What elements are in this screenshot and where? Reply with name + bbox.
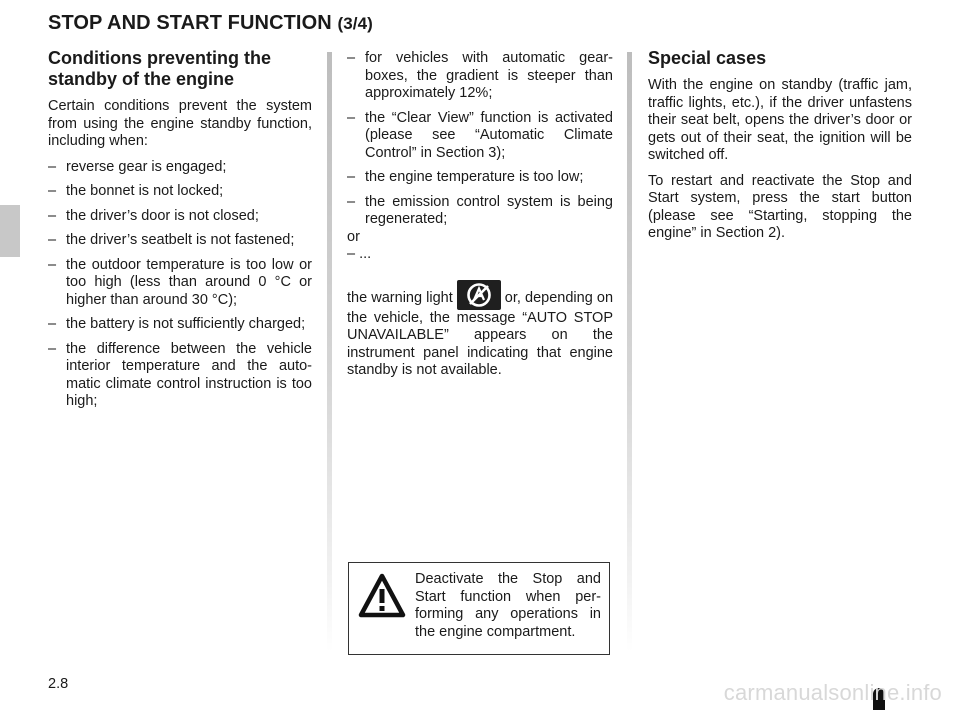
- list-item: – the engine temperature is too low;: [347, 169, 613, 187]
- auto-stop-unavailable-icon: [457, 280, 501, 310]
- list-item: – the driver’s door is not closed;: [48, 208, 312, 226]
- column-divider-2: [627, 52, 632, 652]
- conditions-heading: Conditions preventing the standby of the engine: [48, 48, 271, 89]
- page-title-text: STOP AND START FUNCTION: [48, 12, 332, 34]
- list-item: – the outdoor temperature is too low or too high (less than around 0 °C or higher than around 30 °C);: [48, 257, 312, 310]
- warning-light-text-after: or, depending on the vehicle, the message “AUTO STOP UNAVAILABLE” appears on the instrument panel indicating that engine standby is not available.: [347, 289, 614, 378]
- warning-light-text-before: the warning light: [347, 289, 453, 306]
- column-conditions: [48, 48, 312, 418]
- list-item: – the bonnet is not locked;: [48, 183, 312, 201]
- column-conditions-continued: [347, 50, 613, 388]
- special-cases-paragraph: To restart and reactivate the Stop and Start system, press the start button (please see “Starting, stopping the engine” in Section 2).: [648, 172, 912, 241]
- column-special-cases: [648, 48, 912, 251]
- watermark: carmanualsonline.info: [723, 680, 942, 705]
- warning-box: [348, 562, 610, 655]
- list-item: – the difference between the vehicle interior temperature and the auto-matic climate control instruction is too high;: [48, 341, 312, 411]
- list-item: – the driver’s seatbelt is not fastened;: [48, 232, 312, 250]
- special-cases-paragraph: With the engine on standby (traffic jam, traffic lights, etc.), if the driver unfastens their seat belt, opens the driver’s door or gets out of their seat, the ignition will be switched off.: [648, 77, 912, 163]
- conditions-list-continued: [347, 50, 613, 229]
- or-text: or: [347, 228, 360, 245]
- warning-light-paragraph: [347, 280, 613, 380]
- page-title: [48, 12, 373, 35]
- list-item: – the “Clear View” function is activated (please see “Automatic Climate Control” in Section 3);: [347, 110, 613, 163]
- conditions-intro: Certain conditions prevent the system from using the engine standby function, including when:: [48, 98, 312, 149]
- special-cases-heading: Special cases: [648, 48, 767, 68]
- list-item: – reverse gear is engaged;: [48, 159, 312, 177]
- page-number: 2.8: [48, 676, 69, 692]
- list-item: – for vehicles with automatic gear-boxes, the gradient is steeper than approximately 12%;: [347, 50, 613, 103]
- warning-text: Deactivate the Stop and Start function when per-forming any operations in the engine compartment.: [415, 571, 601, 640]
- page-part-indicator: (3/4): [337, 14, 373, 33]
- warning-triangle-icon: [358, 572, 406, 620]
- chapter-tab: [0, 205, 20, 257]
- conditions-list: [48, 159, 312, 411]
- column-divider-1: [327, 52, 332, 652]
- ellipsis-text: – ...: [347, 246, 372, 262]
- list-item: – the emission control system is being regenerated;: [347, 194, 613, 229]
- list-item: – the battery is not sufficiently charged;: [48, 316, 312, 334]
